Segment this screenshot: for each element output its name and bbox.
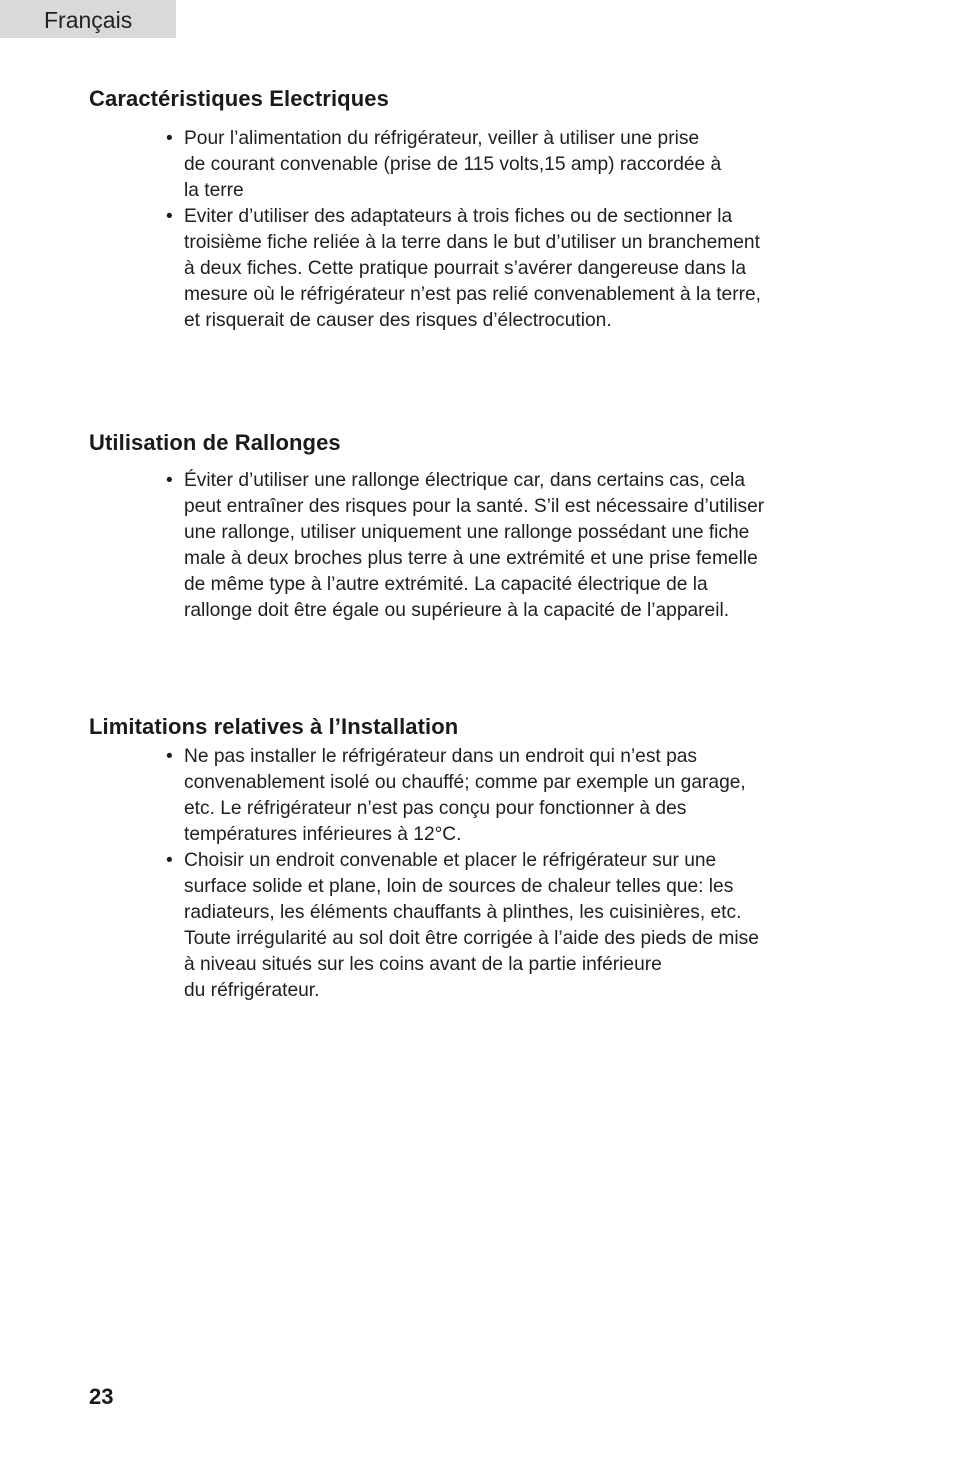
bullet-icon: • (166, 206, 173, 227)
bullet-list (166, 468, 859, 624)
bullet-list (166, 126, 859, 334)
text-line: etc. Le réfrigérateur n’est pas conçu pour fonctionner à des (184, 798, 687, 819)
section-heading: Limitations relatives à l’Installation (89, 714, 459, 739)
text-line: radiateurs, les éléments chauffants à plinthes, les cuisinières, etc. (184, 902, 742, 923)
bullet-icon: • (166, 470, 173, 491)
text-line: mesure où le réfrigérateur n’est pas relié convenablement à la terre, (184, 284, 761, 305)
list-item (166, 204, 859, 334)
text-line: Éviter d’utiliser une rallonge électrique car, dans certains cas, cela (184, 470, 745, 491)
list-item (166, 126, 859, 204)
text-line: de courant convenable (prise de 115 volts,15 amp) raccordée à (184, 154, 722, 175)
text-line: du réfrigérateur. (184, 980, 320, 1001)
bullet-icon: • (166, 850, 173, 871)
text-line: troisième fiche reliée à la terre dans le but d’utiliser un branchement (184, 232, 760, 253)
text-line: et risquerait de causer des risques d’électrocution. (184, 310, 612, 331)
section-heading: Utilisation de Rallonges (89, 430, 341, 455)
list-item (166, 744, 859, 848)
text-line: de même type à l’autre extrémité. La capacité électrique de la (184, 574, 708, 595)
section-extension-cords (89, 430, 859, 624)
section-heading: Caractéristiques Electriques (89, 86, 389, 111)
section-installation-limitations (89, 714, 859, 1004)
text-line: rallonge doit être égale ou supérieure à la capacité de l’appareil. (184, 600, 730, 621)
text-line: températures inférieures à 12°C. (184, 824, 462, 845)
text-line: Ne pas installer le réfrigérateur dans un endroit qui n’est pas (184, 746, 698, 767)
text-line: convenablement isolé ou chauffé; comme par exemple un garage, (184, 772, 746, 793)
text-line: à deux fiches. Cette pratique pourrait s’avérer dangereuse dans la (184, 258, 747, 279)
text-line: Toute irrégularité au sol doit être corrigée à l’aide des pieds de mise (184, 928, 759, 949)
text-line: Eviter d’utiliser des adaptateurs à trois fiches ou de sectionner la (184, 206, 733, 227)
bullet-list (166, 744, 859, 1004)
list-item (166, 848, 859, 1004)
text-line: peut entraîner des risques pour la santé. S’il est nécessaire d’utiliser (184, 496, 765, 517)
list-item (166, 468, 859, 624)
bullet-icon: • (166, 746, 173, 767)
text-line: Choisir un endroit convenable et placer le réfrigérateur sur une (184, 850, 717, 871)
text-line: male à deux broches plus terre à une extrémité et une prise femelle (184, 548, 758, 569)
page-number: 23 (89, 1384, 114, 1409)
bullet-icon: • (166, 128, 173, 149)
section-electrical-characteristics (89, 86, 859, 334)
text-line: Pour l’alimentation du réfrigérateur, veiller à utiliser une prise (184, 128, 700, 149)
text-line: une rallonge, utiliser uniquement une rallonge possédant une fiche (184, 522, 750, 543)
text-line: à niveau situés sur les coins avant de la partie inférieure (184, 954, 662, 975)
text-line: la terre (184, 180, 244, 201)
text-line: surface solide et plane, loin de sources de chaleur telles que: les (184, 876, 734, 897)
language-tab: Français (0, 0, 176, 38)
